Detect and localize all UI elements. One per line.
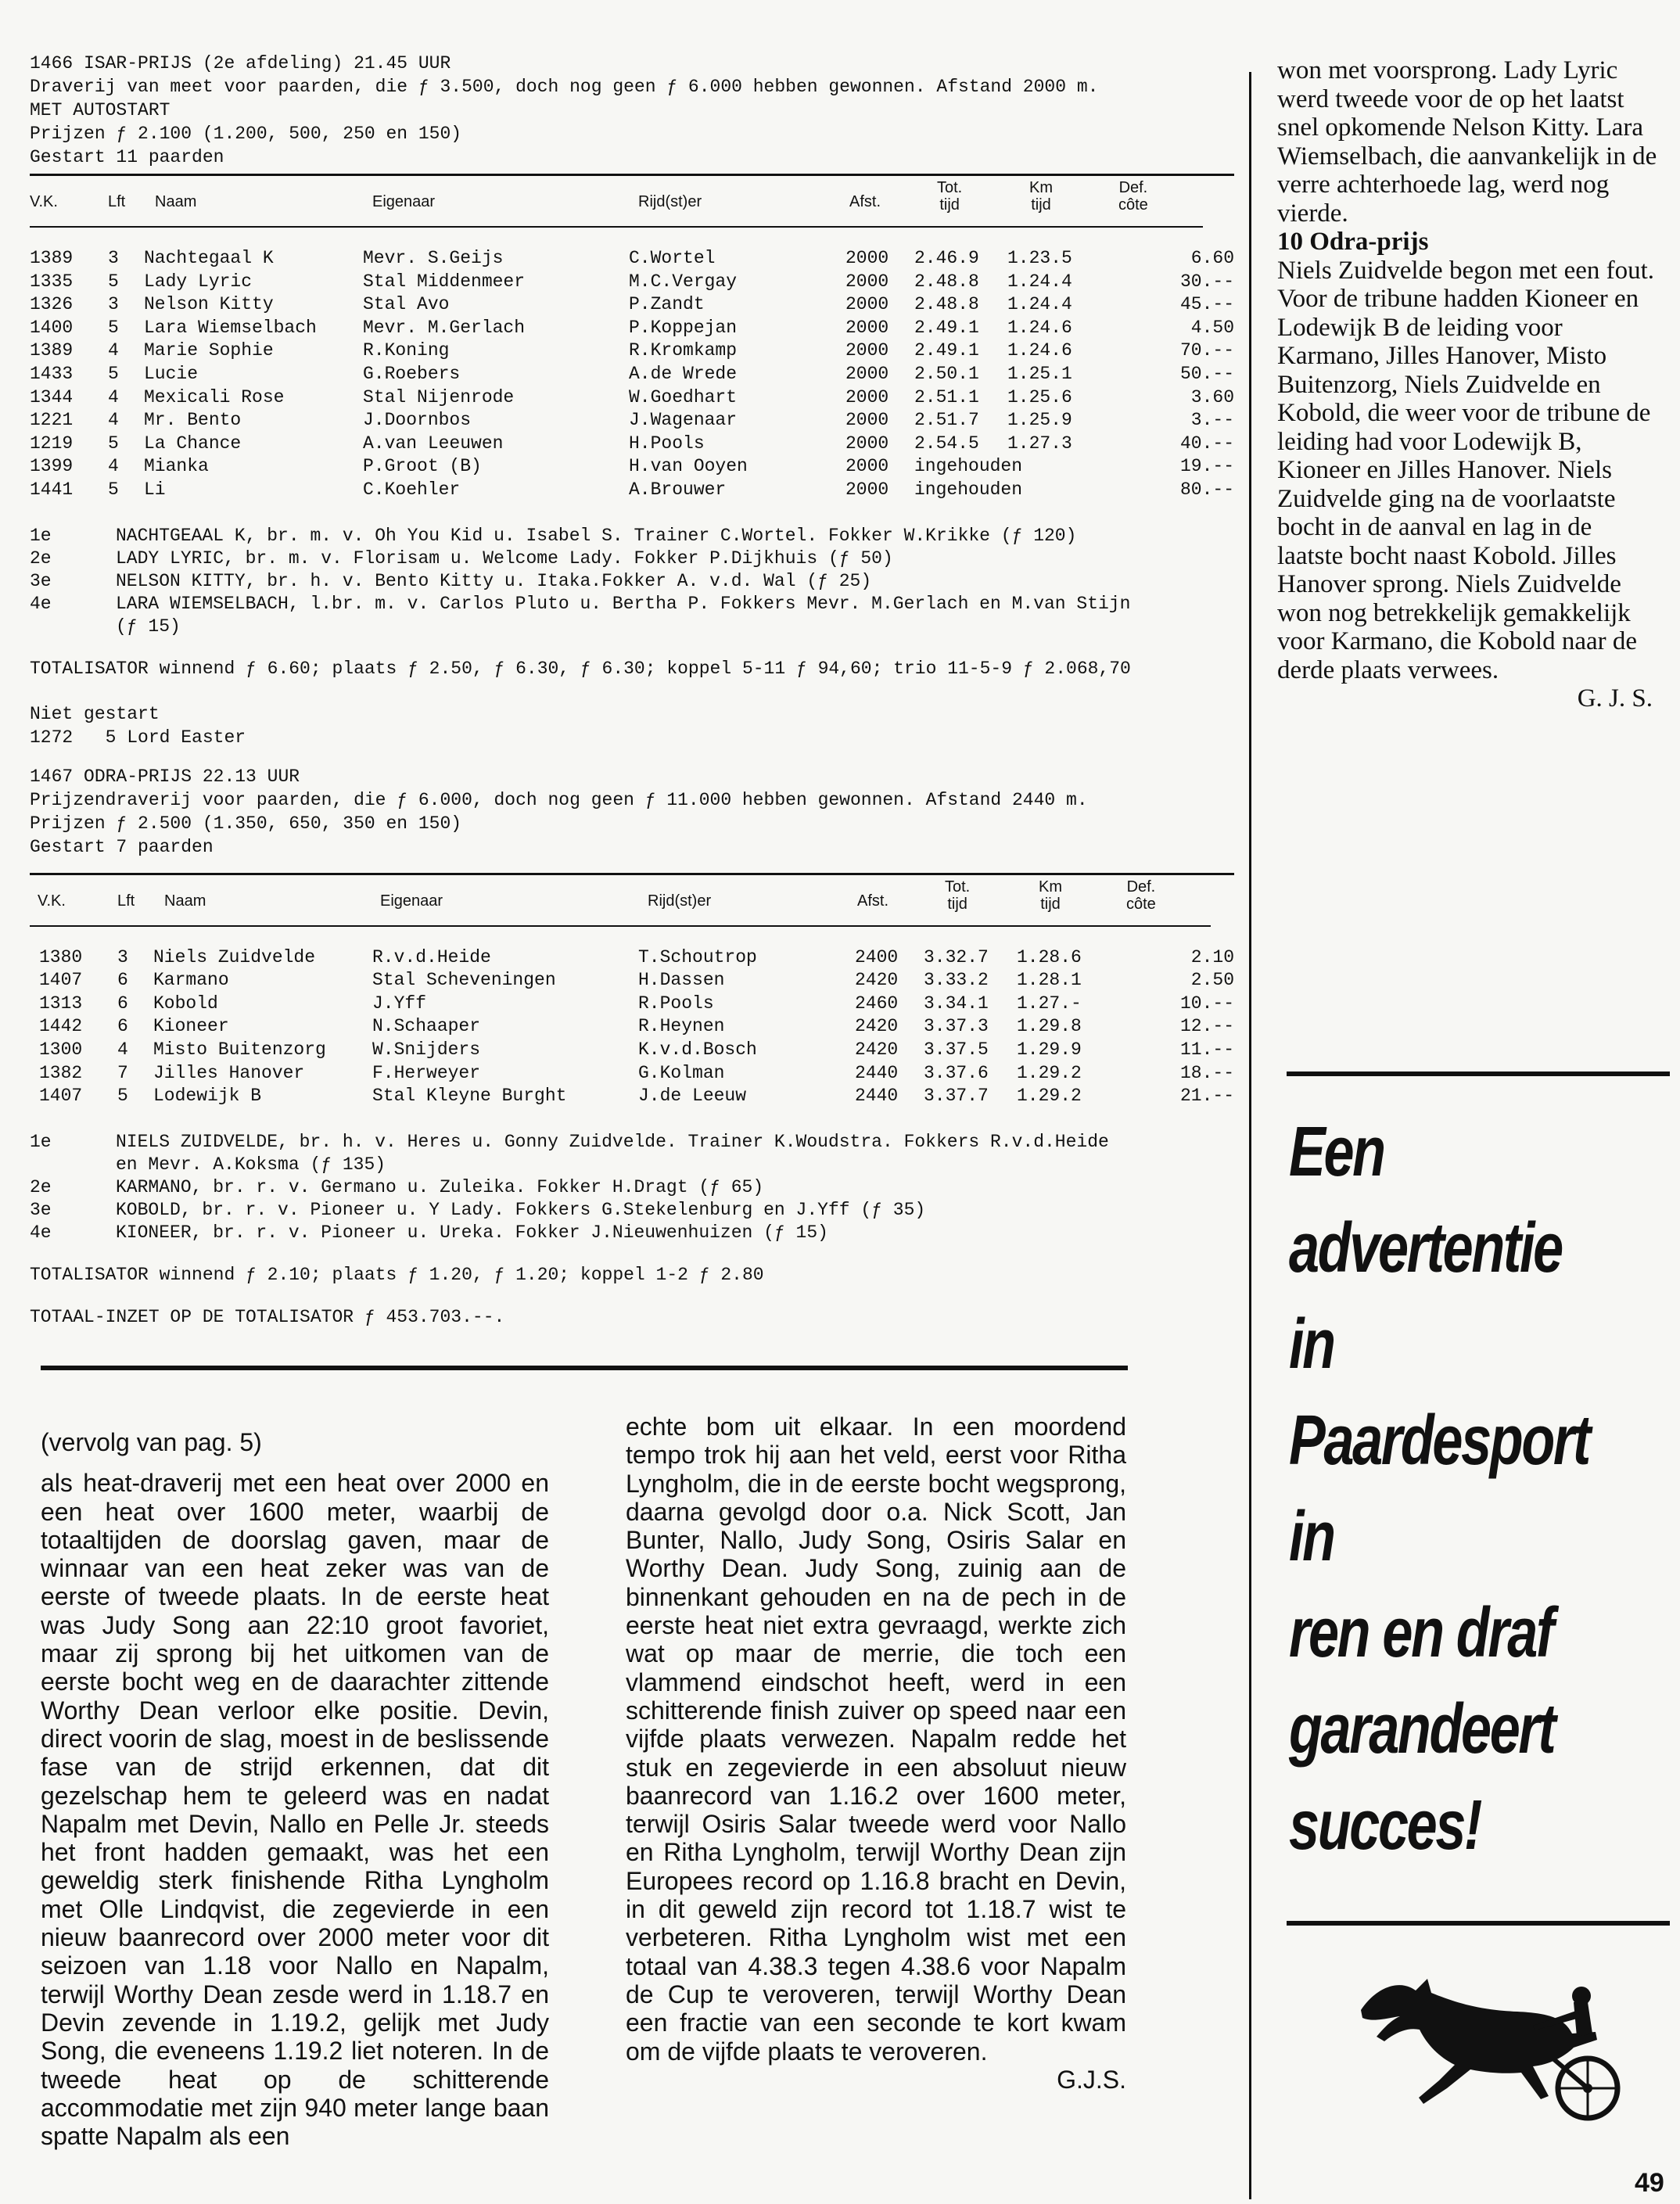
placing-pos: 3e	[30, 570, 52, 591]
table-row	[30, 364, 1234, 387]
cell-def: 19.--	[1179, 456, 1234, 477]
page-number: 49	[1635, 2168, 1664, 2198]
cell-tot: 3.37.7	[924, 1086, 989, 1107]
cell-km: 1.24.6	[1007, 317, 1072, 338]
cell-eigenaar: Stal Scheveningen	[372, 970, 556, 991]
cell-naam: La Chance	[144, 433, 242, 454]
cell-lft: 3	[108, 294, 119, 315]
cell-naam: Mianka	[144, 456, 209, 477]
placing-row	[30, 1176, 1234, 1199]
cell-rijder: G.Kolman	[638, 1062, 725, 1083]
cell-afst: 2000	[845, 317, 889, 338]
cell-km: 1.28.1	[1017, 970, 1082, 991]
col-def: Def. côte	[1126, 878, 1156, 913]
race1-conditions: Draverij van meet voor paarden, die ƒ 3.500, doch nog geen ƒ 6.000 hebben gewonnen. Afstand 2000 m.	[30, 77, 1099, 97]
cell-vk: 1400	[30, 317, 74, 338]
cell-km: 1.25.6	[1007, 386, 1072, 407]
col-afst: Afst.	[857, 892, 889, 910]
cell-def: 21.--	[1179, 1086, 1234, 1107]
cell-rijder: H.Dassen	[638, 970, 725, 991]
table-row	[39, 1063, 1234, 1086]
article-signature: G.J.S.	[1057, 2065, 1126, 2094]
cell-vk: 1300	[39, 1039, 83, 1060]
col-afst: Afst.	[849, 193, 881, 210]
cell-vk: 1382	[39, 1062, 83, 1083]
race1-niet-gestart-label: Niet gestart	[30, 703, 160, 724]
cell-km: 1.25.9	[1007, 410, 1072, 431]
placing-row	[30, 525, 1234, 547]
cell-def: 45.--	[1179, 294, 1234, 315]
cell-naam: Karmano	[153, 970, 229, 991]
cell-vk: 1433	[30, 363, 74, 384]
article-text: echte bom uit elkaar. In een moordend tempo trok hij aan het veld, eerst voor Ritha Lyngholm, die in de eerste bocht wegsprong, daarna gevolgd door o.a. Nick Scott, Jan Bunter, Nallo, Judy Song, Osiris Salar en Worthy Dean. Judy Song, zuinig aan de binnenkant gehouden en na de pech in de eerste heat niet extra gevraagd, werkte zich wat op maar de merrie, die toch een vlammend eindschot heeft, werd in een schitterende finish zuiver op speed naar een vijfde plaats verwezen. Napalm redde het stuk en zegevierde in een absoluut nieuw baanrecord van 1.16.2 over 1600 meter, terwijl Osiris Salar tweede werd voor Nallo en Ritha Lyngholm, terwijl Worthy Dean zijn Europees record op 1.16.8 bracht en Devin, in dit geweld zijn record tot 1.18.7 wist te verbeteren. Ritha Lyngholm wist met een totaal van 4.38.3 tegen 4.38.6 voor Napalm de Cup te veroveren, terwijl Worthy Dean een fractie van een seconde te kort kwam om de vijfde plaats te veroveren.	[626, 1412, 1126, 2066]
cell-tot: 3.33.2	[924, 970, 989, 991]
cell-def: 11.--	[1179, 1039, 1234, 1060]
cell-eigenaar: C.Koehler	[363, 479, 461, 500]
cell-rijder: J.de Leeuw	[638, 1086, 747, 1107]
cell-rijder: R.Pools	[638, 993, 714, 1014]
ad-divider	[1287, 1071, 1670, 1076]
divider	[30, 873, 1234, 875]
cell-rijder: H.van Ooyen	[629, 456, 748, 477]
cell-rijder: C.Wortel	[629, 248, 716, 268]
table-row	[30, 387, 1234, 411]
cell-tot: 2.46.9	[914, 248, 979, 268]
cell-def: 12.--	[1179, 1016, 1234, 1037]
table-row	[30, 456, 1234, 479]
cell-km: 1.29.8	[1017, 1016, 1082, 1037]
cell-lft: 5	[117, 1086, 128, 1107]
column-divider	[1249, 72, 1251, 2199]
table-row	[39, 1039, 1234, 1063]
cell-lft: 3	[108, 248, 119, 268]
article-continuation-note: (vervolg van pag. 5)	[41, 1428, 262, 1456]
cell-km: 1.24.4	[1007, 294, 1072, 315]
cell-def: 6.60	[1190, 248, 1234, 268]
cell-eigenaar: J.Yff	[372, 993, 427, 1014]
cell-naam: Mexicali Rose	[144, 386, 285, 407]
cell-tot: ingehouden	[914, 456, 1023, 477]
ad-line: Paardesport	[1289, 1402, 1589, 1480]
cell-naam: Misto Buitenzorg	[153, 1039, 326, 1060]
cell-km: 1.29.2	[1017, 1062, 1082, 1083]
cell-rijder: J.Wagenaar	[629, 410, 738, 431]
cell-def: 50.--	[1179, 363, 1234, 384]
cell-naam: Lucie	[144, 363, 199, 384]
cell-def: 3.--	[1190, 410, 1234, 431]
cell-km: 1.24.6	[1007, 340, 1072, 361]
cell-def: 4.50	[1190, 317, 1234, 338]
cell-eigenaar: Stal Middenmeer	[363, 271, 526, 292]
cell-afst: 2000	[845, 410, 889, 431]
cell-def: 30.--	[1179, 271, 1234, 292]
race1-niet-gestart: 1272 5 Lord Easter	[30, 727, 246, 748]
cell-eigenaar: N.Schaaper	[372, 1016, 481, 1037]
cell-eigenaar: F.Herweyer	[372, 1062, 481, 1083]
cell-tot: 3.37.3	[924, 1016, 989, 1037]
cell-afst: 2000	[845, 248, 889, 268]
cell-eigenaar: Stal Nijenrode	[363, 386, 515, 407]
cell-tot: 2.49.1	[914, 317, 979, 338]
col-vk: V.K.	[38, 892, 66, 910]
placing-row	[30, 547, 1234, 570]
article-text: als heat-draverij met een heat over 2000 en een heat over 1600 meter, waarbij de totaaltijden de doorslag gaven, maar de winnaar van een heat zeker was van de eerste of tweede plaats. In de eerste heat was Judy Song aan 22:10 groot favoriet, maar zij sprong bij het uitkomen van de eerste bocht weg en de daarachter zittende Worthy Dean verloor elke positie. Devin, direct voorin de slag, moest in de beslissende fase van de strijd erkennen, dat dit gezelschap hem te geleerd was en nadat Napalm met Devin, Nallo en Pelle Jr. steeds het front hadden gemaakt, was het een geweldig sterk finishende Ritha Lyngholm met Olle Lindqvist, die zegevierde in een nieuw baanrecord over 2000 meter voor dit seizoen van 1.18 voor Nallo en Napalm, terwijl Worthy Dean zesde werd in 1.18.7 en Devin zevende in 1.19.2, gelijk met Judy Song, die eveneens 1.19.2 liet noteren. In de tweede heat op de schitterende accommodatie met zijn 940 meter lange baan spatte Napalm als een	[41, 1469, 549, 2151]
placing-row	[30, 1199, 1234, 1222]
cell-vk: 1442	[39, 1016, 83, 1037]
table-row	[30, 340, 1234, 364]
cell-vk: 1389	[30, 248, 74, 268]
table-row	[30, 433, 1234, 457]
cell-lft: 6	[117, 993, 128, 1014]
cell-naam: Nelson Kitty	[144, 294, 274, 315]
placing-text: NIELS ZUIDVELDE, br. h. v. Heres u. Gonny Zuidvelde. Trainer K.Woudstra. Fokkers R.v.d.Heide en Mevr. A.Koksma (ƒ 135)	[116, 1131, 1109, 1175]
cell-tot: 2.48.8	[914, 294, 979, 315]
race2-column-headers	[30, 878, 1234, 921]
cell-eigenaar: Mevr. M.Gerlach	[363, 317, 526, 338]
race1-prizes: Prijzen ƒ 2.100 (1.200, 500, 250 en 150)	[30, 124, 462, 144]
cell-naam: Kobold	[153, 993, 218, 1014]
cell-afst: 2000	[845, 363, 889, 384]
cell-afst: 2000	[845, 456, 889, 477]
cell-def: 70.--	[1179, 340, 1234, 361]
cell-tot: 2.48.8	[914, 271, 979, 292]
placing-pos: 2e	[30, 1176, 52, 1197]
cell-afst: 2420	[855, 1039, 899, 1060]
cell-tot: 2.51.1	[914, 386, 979, 407]
cell-naam: Mr. Bento	[144, 410, 242, 431]
race2-title: 1467 ODRA-PRIJS 22.13 UUR	[30, 766, 300, 787]
sidebar-intro: won met voorsprong. Lady Lyric werd tweede voor de op het laatst snel opkomende Nelson Kitty. Lara Wiemselbach, die aanvankelijk in de verre achterhoede lag, werd nog vierde.	[1277, 56, 1657, 228]
cell-vk: 1219	[30, 433, 74, 454]
race1-placings	[30, 525, 1234, 638]
placing-text: KOBOLD, br. r. v. Pioneer u. Y Lady. Fokkers G.Stekelenburg en J.Yff (ƒ 35)	[116, 1199, 926, 1220]
cell-lft: 5	[108, 317, 119, 338]
cell-km: 1.28.6	[1017, 946, 1082, 967]
ad-line: advertentie	[1289, 1209, 1562, 1287]
sidebar-body: Niels Zuidvelde begon met een fout. Voor de tribune hadden Kioneer en Lodewijk B de leiding voor Karmano, Jilles Hanover, Misto Buitenzorg, Niels Zuidvelde en Kobold, die weer voor de tribune de leiding had voor Lodewijk B, Kioneer en Jilles Hanover. Niels Zuidvelde ging na de voorlaatste bocht in de aanval en lag in de laatste bocht naast Kobold. Jilles Hanover sprong. Niels Zuidvelde won nog betrekkelijk gemakkelijk voor Karmano, die Kobold naar de derde plaats verwees.	[1277, 256, 1655, 684]
race2-starters: Gestart 7 paarden	[30, 836, 214, 857]
cell-naam: Jilles Hanover	[153, 1062, 305, 1083]
cell-lft: 6	[117, 1016, 128, 1037]
cell-tot: 2.54.5	[914, 433, 979, 454]
cell-lft: 3	[117, 946, 128, 967]
table-row	[30, 479, 1234, 503]
cell-vk: 1221	[30, 410, 74, 431]
race1-start-type: MET AUTOSTART	[30, 100, 171, 120]
cell-lft: 5	[108, 363, 119, 384]
cell-vk: 1313	[39, 993, 83, 1014]
cell-rijder: R.Heynen	[638, 1016, 725, 1037]
divider	[30, 925, 1211, 927]
col-naam: Naam	[164, 892, 206, 910]
cell-naam: Marie Sophie	[144, 340, 274, 361]
cell-def: 3.60	[1190, 386, 1234, 407]
cell-vk: 1344	[30, 386, 74, 407]
cell-km: 1.29.9	[1017, 1039, 1082, 1060]
placing-pos: 1e	[30, 1131, 52, 1152]
cell-tot: 2.49.1	[914, 340, 979, 361]
col-rijder: Rijd(st)er	[638, 193, 702, 210]
cell-eigenaar: P.Groot (B)	[363, 456, 482, 477]
race1-totalisator: TOTALISATOR winnend ƒ 6.60; plaats ƒ 2.50, ƒ 6.30, ƒ 6.30; koppel 5-11 ƒ 94,60; trio 11-5-9 ƒ 2.068,70	[30, 658, 1131, 679]
col-tot: Tot. tijd	[937, 179, 963, 214]
cell-km: 1.23.5	[1007, 248, 1072, 268]
cell-afst: 2440	[855, 1086, 899, 1107]
section-divider	[41, 1366, 1128, 1370]
cell-vk: 1441	[30, 479, 74, 500]
cell-eigenaar: G.Roebers	[363, 363, 461, 384]
placing-text: LARA WIEMSELBACH, l.br. m. v. Carlos Pluto u. Bertha P. Fokkers Mevr. M.Gerlach en M.van Stijn (ƒ 15)	[116, 593, 1131, 637]
cell-vk: 1407	[39, 970, 83, 991]
col-def: Def. côte	[1118, 179, 1148, 214]
cell-lft: 4	[108, 410, 119, 431]
ad-line: in	[1289, 1498, 1334, 1576]
race2-table	[30, 947, 1234, 1109]
col-tot: Tot. tijd	[945, 878, 971, 913]
cell-lft: 5	[108, 479, 119, 500]
cell-eigenaar: Mevr. S.Geijs	[363, 248, 504, 268]
cell-tot: ingehouden	[914, 479, 1023, 500]
cell-vk: 1407	[39, 1086, 83, 1107]
table-row	[30, 294, 1234, 318]
cell-tot: 3.37.5	[924, 1039, 989, 1060]
cell-rijder: P.Koppejan	[629, 317, 738, 338]
race1-table	[30, 248, 1234, 503]
col-vk: V.K.	[30, 193, 58, 210]
cell-vk: 1326	[30, 294, 74, 315]
cell-afst: 2400	[855, 946, 899, 967]
cell-rijder: A.Brouwer	[629, 479, 727, 500]
placing-row	[30, 593, 1234, 638]
sidebar-signature: G. J. S.	[1577, 684, 1653, 713]
cell-km: 1.27.3	[1007, 433, 1072, 454]
section-title: 10 Odra-prijs	[1277, 228, 1429, 256]
placing-pos: 4e	[30, 593, 52, 614]
cell-lft: 4	[108, 456, 119, 477]
race1-header	[30, 52, 1234, 169]
cell-naam: Li	[144, 479, 166, 500]
cell-km: 1.24.4	[1007, 271, 1072, 292]
race2-prizes: Prijzen ƒ 2.500 (1.350, 650, 350 en 150)	[30, 813, 462, 834]
cell-naam: Lara Wiemselbach	[144, 317, 317, 338]
cell-afst: 2420	[855, 970, 899, 991]
results-section	[30, 52, 1234, 1329]
cell-rijder: P.Zandt	[629, 294, 705, 315]
cell-lft: 4	[108, 386, 119, 407]
ad-line: Een	[1289, 1113, 1384, 1191]
cell-rijder: M.C.Vergay	[629, 271, 738, 292]
col-eigenaar: Eigenaar	[380, 892, 443, 910]
col-km: Km tijd	[1039, 878, 1062, 913]
article-column-2	[626, 1412, 1126, 2094]
cell-vk: 1389	[30, 340, 74, 361]
cell-rijder: W.Goedhart	[629, 386, 738, 407]
race1-starters: Gestart 11 paarden	[30, 147, 224, 167]
divider	[30, 174, 1234, 176]
cell-afst: 2000	[845, 294, 889, 315]
table-row	[39, 970, 1234, 993]
cell-naam: Lady Lyric	[144, 271, 253, 292]
col-rijder: Rijd(st)er	[648, 892, 712, 910]
cell-lft: 5	[108, 433, 119, 454]
placing-pos: 2e	[30, 547, 52, 569]
cell-def: 2.10	[1190, 946, 1234, 967]
placing-row	[30, 1131, 1234, 1176]
cell-afst: 2440	[855, 1062, 899, 1083]
cell-afst: 2000	[845, 271, 889, 292]
cell-eigenaar: R.Koning	[363, 340, 450, 361]
table-row	[30, 410, 1234, 433]
ad-line: succes!	[1289, 1786, 1481, 1865]
placing-row	[30, 1222, 1234, 1244]
sidebar-report	[1277, 56, 1662, 713]
table-row	[39, 993, 1234, 1017]
race1-column-headers	[30, 179, 1234, 221]
cell-afst: 2460	[855, 993, 899, 1014]
cell-def: 10.--	[1179, 993, 1234, 1014]
cell-naam: Kioneer	[153, 1016, 229, 1037]
cell-lft: 4	[108, 340, 119, 361]
cell-rijder: K.v.d.Bosch	[638, 1039, 757, 1060]
cell-rijder: T.Schoutrop	[638, 946, 757, 967]
ad-divider	[1287, 1921, 1670, 1926]
harness-racing-horse-icon	[1353, 1955, 1635, 2143]
cell-tot: 3.34.1	[924, 993, 989, 1014]
placing-text: NACHTGEAAL K, br. m. v. Oh You Kid u. Isabel S. Trainer C.Wortel. Fokker W.Krikke (ƒ 120)	[116, 525, 1077, 546]
article-column-1	[41, 1428, 549, 2150]
cell-naam: Niels Zuidvelde	[153, 946, 316, 967]
ad-line: in	[1289, 1305, 1334, 1384]
cell-naam: Lodewijk B	[153, 1086, 262, 1107]
table-row	[39, 1016, 1234, 1039]
col-lft: Lft	[117, 892, 135, 910]
cell-lft: 4	[117, 1039, 128, 1060]
race2-placings	[30, 1131, 1234, 1244]
cell-tot: 2.51.7	[914, 410, 979, 431]
cell-km: 1.27.-	[1017, 993, 1082, 1014]
table-row	[39, 947, 1234, 971]
race1-title: 1466 ISAR-PRIJS (2e afdeling) 21.45 UUR	[30, 53, 451, 74]
race2-totalisator: TOTALISATOR winnend ƒ 2.10; plaats ƒ 1.20, ƒ 1.20; koppel 1-2 ƒ 2.80	[30, 1264, 764, 1285]
cell-lft: 7	[117, 1062, 128, 1083]
cell-eigenaar: Stal Avo	[363, 294, 450, 315]
cell-lft: 5	[108, 271, 119, 292]
cell-naam: Nachtegaal K	[144, 248, 274, 268]
cell-vk: 1399	[30, 456, 74, 477]
placing-pos: 3e	[30, 1199, 52, 1220]
placing-pos: 1e	[30, 525, 52, 546]
race2-conditions: Prijzendraverij voor paarden, die ƒ 6.000, doch nog geen ƒ 11.000 hebben gewonnen. Afstand 2440 m.	[30, 789, 1088, 810]
cell-rijder: H.Pools	[629, 433, 705, 454]
cell-afst: 2420	[855, 1016, 899, 1037]
table-row	[30, 318, 1234, 341]
divider	[30, 226, 1203, 228]
cell-afst: 2000	[845, 386, 889, 407]
table-row	[39, 1086, 1234, 1109]
cell-eigenaar: W.Snijders	[372, 1039, 481, 1060]
cell-eigenaar: R.v.d.Heide	[372, 946, 491, 967]
race2-totaal-inzet: TOTAAL-INZET OP DE TOTALISATOR ƒ 453.703.--.	[30, 1306, 505, 1327]
placing-row	[30, 570, 1234, 593]
table-row	[30, 248, 1234, 271]
cell-km: 1.29.2	[1017, 1086, 1082, 1107]
cell-lft: 6	[117, 970, 128, 991]
cell-rijder: A.de Wrede	[629, 363, 738, 384]
cell-afst: 2000	[845, 479, 889, 500]
cell-def: 40.--	[1179, 433, 1234, 454]
cell-km: 1.25.1	[1007, 363, 1072, 384]
col-naam: Naam	[155, 193, 197, 210]
cell-vk: 1380	[39, 946, 83, 967]
ad-line: ren en draf	[1289, 1594, 1553, 1672]
placing-pos: 4e	[30, 1222, 52, 1243]
cell-eigenaar: J.Doornbos	[363, 410, 472, 431]
placing-text: LADY LYRIC, br. m. v. Florisam u. Welcome Lady. Fokker P.Dijkhuis (ƒ 50)	[116, 547, 893, 569]
cell-tot: 3.32.7	[924, 946, 989, 967]
cell-def: 80.--	[1179, 479, 1234, 500]
cell-tot: 3.37.6	[924, 1062, 989, 1083]
cell-afst: 2000	[845, 340, 889, 361]
cell-vk: 1335	[30, 271, 74, 292]
cell-def: 18.--	[1179, 1062, 1234, 1083]
col-lft: Lft	[108, 193, 126, 210]
cell-afst: 2000	[845, 433, 889, 454]
advertisement	[1289, 1104, 1680, 1874]
placing-text: KIONEER, br. r. v. Pioneer u. Ureka. Fokker J.Nieuwenhuizen (ƒ 15)	[116, 1222, 828, 1243]
ad-line: garandeert	[1289, 1690, 1555, 1768]
race2-header	[30, 765, 1234, 859]
col-km: Km tijd	[1029, 179, 1053, 214]
table-row	[30, 271, 1234, 295]
cell-tot: 2.50.1	[914, 363, 979, 384]
cell-def: 2.50	[1190, 970, 1234, 991]
cell-eigenaar: A.van Leeuwen	[363, 433, 504, 454]
cell-eigenaar: Stal Kleyne Burght	[372, 1086, 567, 1107]
col-eigenaar: Eigenaar	[372, 193, 436, 210]
cell-rijder: R.Kromkamp	[629, 340, 738, 361]
placing-text: NELSON KITTY, br. h. v. Bento Kitty u. Itaka.Fokker A. v.d. Wal (ƒ 25)	[116, 570, 872, 591]
placing-text: KARMANO, br. r. v. Germano u. Zuleika. Fokker H.Dragt (ƒ 65)	[116, 1176, 764, 1197]
